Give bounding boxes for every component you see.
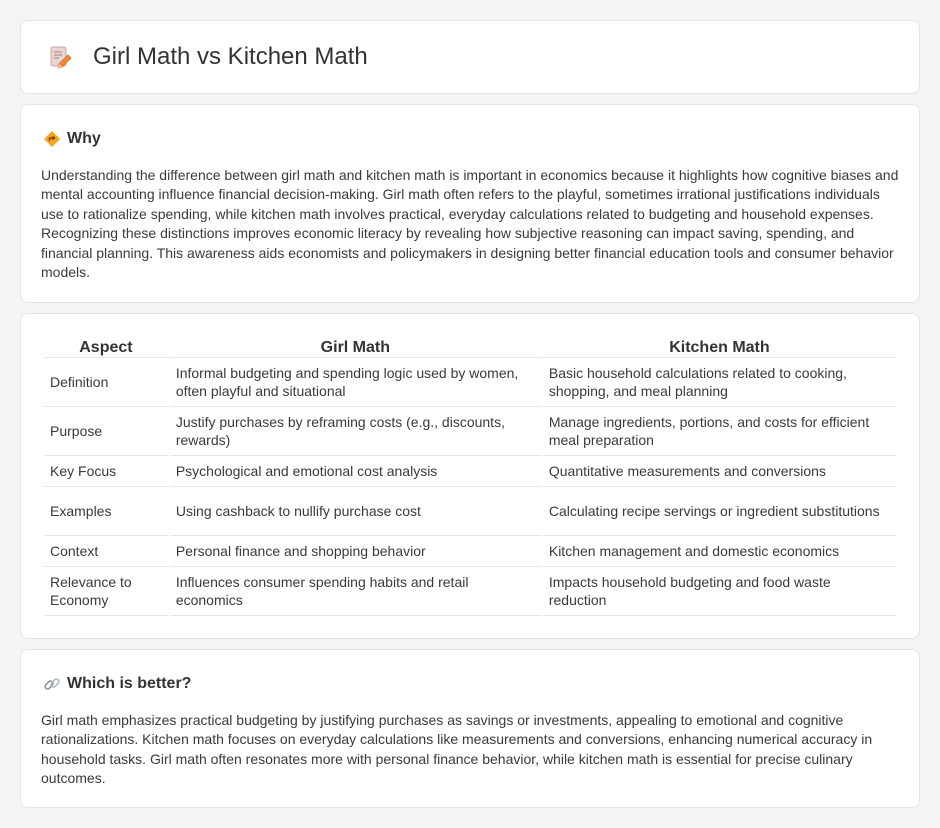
which-is-better-section bbox=[20, 649, 920, 808]
row-girl-math: Psychological and emotional cost analysis bbox=[170, 456, 541, 487]
better-title: Which is better? bbox=[67, 675, 192, 692]
table-row bbox=[44, 407, 896, 456]
row-aspect: Definition bbox=[44, 358, 168, 407]
better-heading-row bbox=[21, 650, 919, 696]
why-heading-row bbox=[21, 105, 919, 151]
row-kitchen-math: Manage ingredients, portions, and costs for efficient meal preparation bbox=[543, 407, 896, 456]
comparison-section bbox=[20, 313, 920, 639]
link-icon bbox=[43, 675, 61, 693]
table-row bbox=[44, 358, 896, 407]
row-kitchen-math: Quantitative measurements and conversions bbox=[543, 456, 896, 487]
table-row bbox=[44, 487, 896, 536]
comparison-table bbox=[42, 336, 898, 616]
page-title: Girl Math vs Kitchen Math bbox=[93, 43, 368, 70]
column-header-kitchen-math: Kitchen Math bbox=[543, 336, 896, 358]
why-section bbox=[20, 104, 920, 303]
row-aspect: Relevance to Economy bbox=[44, 567, 168, 616]
header-row bbox=[21, 21, 919, 93]
column-header-girl-math: Girl Math bbox=[170, 336, 541, 358]
header-card bbox=[20, 20, 920, 94]
row-kitchen-math: Calculating recipe servings or ingredient substitutions bbox=[543, 487, 896, 536]
row-aspect: Context bbox=[44, 536, 168, 567]
table-header-row bbox=[44, 336, 896, 358]
row-girl-math: Justify purchases by reframing costs (e.g., discounts, rewards) bbox=[170, 407, 541, 456]
row-girl-math: Influences consumer spending habits and retail economics bbox=[170, 567, 541, 616]
column-header-aspect: Aspect bbox=[44, 336, 168, 358]
row-aspect: Purpose bbox=[44, 407, 168, 456]
document-pencil-icon bbox=[47, 44, 73, 70]
table-row bbox=[44, 567, 896, 616]
row-kitchen-math: Kitchen management and domestic economics bbox=[543, 536, 896, 567]
table-row bbox=[44, 536, 896, 567]
row-kitchen-math: Basic household calculations related to cooking, shopping, and meal planning bbox=[543, 358, 896, 407]
row-kitchen-math: Impacts household budgeting and food waste reduction bbox=[543, 567, 896, 616]
row-aspect: Examples bbox=[44, 487, 168, 536]
row-girl-math: Informal budgeting and spending logic used by women, often playful and situational bbox=[170, 358, 541, 407]
better-paragraph: Girl math emphasizes practical budgeting by justifying purchases as savings or investments, appealing to emotional and cognitive rationalizations. Kitchen math focuses on everyday calculations like measurements and conversions, enhancing numerical accuracy in household tasks. Girl math often resonates more with personal finance behavior, while kitchen math is essential for precise culinary outcomes. bbox=[41, 712, 873, 787]
why-title: Why bbox=[67, 130, 101, 147]
table-row bbox=[44, 456, 896, 487]
row-girl-math: Personal finance and shopping behavior bbox=[170, 536, 541, 567]
row-aspect: Key Focus bbox=[44, 456, 168, 487]
diamond-sign-icon bbox=[43, 130, 61, 148]
why-paragraph: Understanding the difference between girl math and kitchen math is important in economics because it highlights how cognitive biases and mental accounting influence financial decision-making. Girl math often refers to the playful, sometimes irrational justifications individuals use to rationalize spending, while kitchen math involves practical, everyday calculations related to budgeting and household expenses. Recognizing these distinctions improves economic literacy by revealing how subjective reasoning can impact saving, spending, and financial planning. This awareness aids economists and policymakers in designing better financial education tools and consumer behavior models. bbox=[41, 167, 899, 281]
row-girl-math: Using cashback to nullify purchase cost bbox=[170, 487, 541, 536]
